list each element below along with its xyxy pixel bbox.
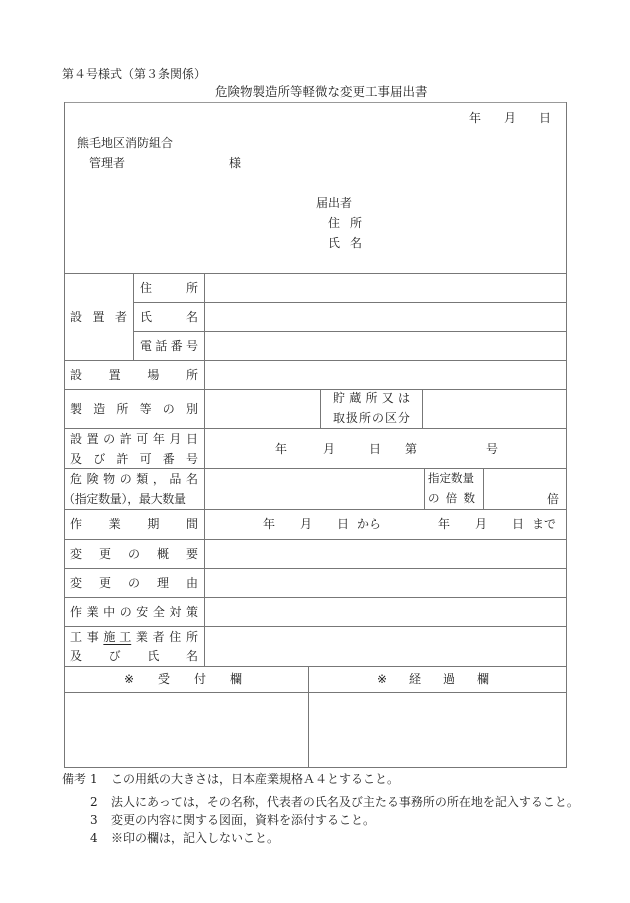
installer-address-label: 住 所 — [140, 281, 198, 295]
note-text: 変更の内容に関する図面，資料を添付すること。 — [111, 813, 376, 827]
hazmat-label-line2: （指定数量），最大数量 — [63, 492, 186, 506]
permit-label-line2: 及 び 許 可 番 号 — [70, 452, 198, 466]
honorific: 様 — [229, 156, 242, 170]
notes-prefix: 備考 — [62, 772, 87, 786]
work-period-field[interactable]: 年 月 日 から 年 月 日 まで — [263, 517, 557, 531]
location-field[interactable] — [205, 361, 565, 388]
note-text: ※印の欄は，記入しないこと。 — [111, 831, 280, 845]
safety-measures-field[interactable] — [205, 598, 565, 625]
multiple-label-line1: 指定数量 — [428, 471, 474, 485]
form-title: 危険物製造所等軽微な変更工事届出書 — [215, 84, 428, 99]
installer-name-label: 氏 名 — [140, 310, 198, 324]
storage-type-label-line2: 取 扱 所 の 区 分 — [333, 411, 410, 425]
facility-type-field[interactable] — [205, 390, 319, 427]
change-reason-field[interactable] — [205, 569, 565, 596]
progress-header: ※ 経 過 欄 — [377, 672, 489, 686]
progress-area — [309, 693, 565, 766]
contractor-label-line1: 工 事 施 工 業 者 住 所 — [70, 630, 198, 644]
reception-header: ※ 受 付 欄 — [124, 672, 242, 686]
hazmat-field[interactable] — [205, 469, 423, 508]
storage-type-field[interactable] — [423, 390, 565, 427]
applicant-name-label: 氏 名 — [328, 236, 362, 250]
applicant-label: 届出者 — [316, 196, 353, 210]
multiple-field[interactable] — [484, 469, 565, 508]
note-text: 法人にあっては，その名称，代表者の氏名及び主たる事務所の所在地を記入すること。 — [111, 795, 579, 809]
note-number: 3 — [90, 813, 98, 827]
facility-type-label: 製 造 所 等 の 別 — [70, 402, 198, 416]
note-text: この用紙の大きさは，日本産業規格Ａ４とすること。 — [111, 772, 400, 786]
storage-type-label-line1: 貯 蔵 所 又 は — [333, 391, 410, 405]
permit-field[interactable]: 年 月 日 第 号 — [275, 442, 499, 456]
change-summary-label: 変 更 の 概 要 — [70, 547, 198, 561]
note-number: 4 — [90, 831, 98, 845]
date-year-label: 年 — [469, 111, 482, 125]
installer-address-field[interactable] — [205, 274, 565, 301]
permit-label-line1: 設 置 の 許 可 年 月 日 — [70, 432, 198, 446]
multiple-label-line2: の 倍 数 — [428, 491, 475, 505]
date-day-label: 日 — [539, 111, 552, 125]
change-reason-label: 変 更 の 理 由 — [70, 576, 198, 590]
addressee-org: 熊毛地区消防組合 — [77, 136, 174, 150]
contractor-field[interactable] — [205, 627, 565, 665]
installer-label: 設 置 者 — [70, 310, 127, 324]
hazmat-label-line1: 危 険 物 の 類 ， 品 名 — [70, 472, 198, 486]
installer-name-field[interactable] — [205, 303, 565, 330]
date-month-label: 月 — [504, 111, 517, 125]
note-number: 2 — [90, 795, 98, 809]
reception-area — [65, 693, 307, 766]
addressee-role: 管理者 — [89, 156, 126, 170]
multiple-unit: 倍 — [546, 492, 559, 506]
form-number: 第４号様式（第３条関係） — [62, 67, 207, 81]
note-number: 1 — [90, 772, 98, 786]
contractor-label-line2: 及 び 氏 名 — [70, 649, 198, 663]
installer-phone-label: 電 話 番 号 — [140, 339, 198, 353]
applicant-address-label: 住 所 — [328, 216, 362, 230]
installer-phone-field[interactable] — [205, 332, 565, 359]
location-label: 設 置 場 所 — [70, 368, 198, 382]
change-summary-field[interactable] — [205, 540, 565, 567]
safety-measures-label: 作 業 中 の 安 全 対 策 — [70, 605, 198, 619]
work-period-label: 作 業 期 間 — [70, 517, 198, 531]
